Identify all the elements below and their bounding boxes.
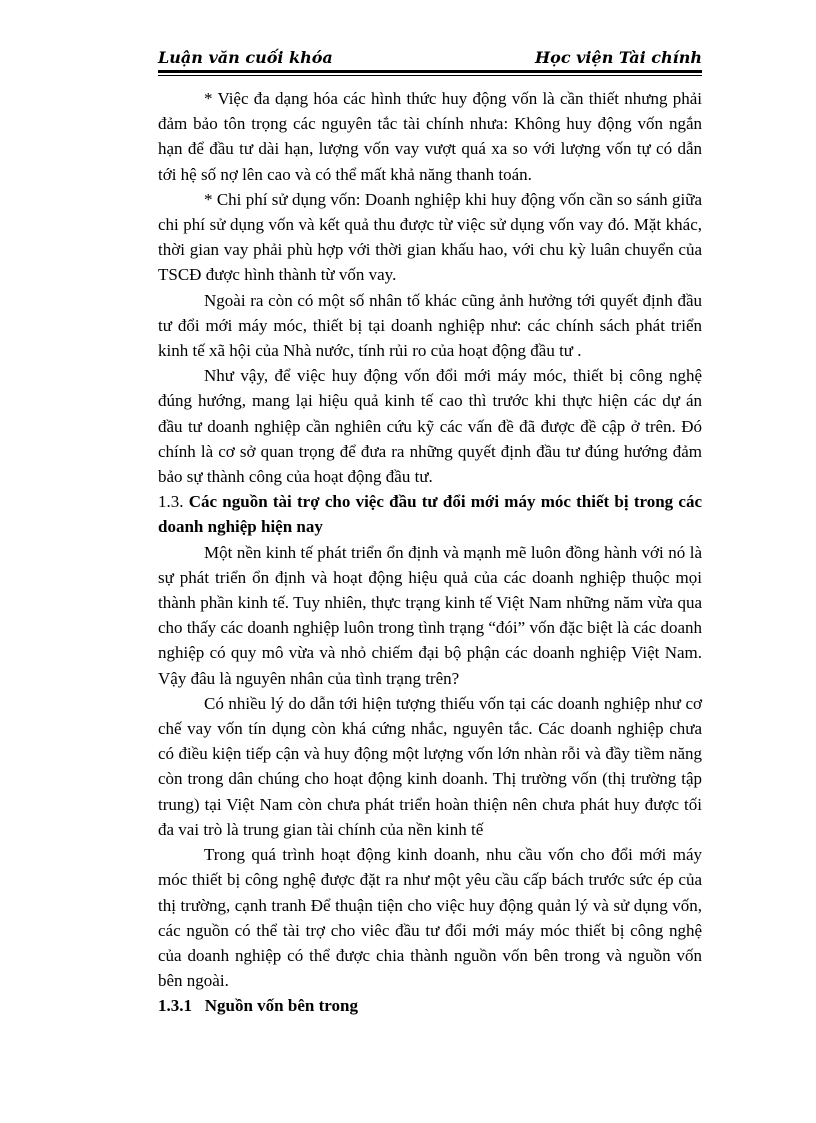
paragraph: Trong quá trình hoạt động kinh doanh, nhu cầu vốn cho đổi mới máy móc thiết bị công nghệ được đặt ra như một yêu cầu cấp bách trước sức ép của thị trường, cạnh tranh Để thuận tiện cho việc huy động quản lý và sử dụng vốn, các nguồn có thể tài trợ cho viêc đầu tư đổi mới máy móc thiết bị công nghệ của doanh nghiệp có thể được chia thành nguồn vốn bên trong và nguồn vốn bên ngoài. <box>158 845 702 991</box>
running-header <box>158 40 702 74</box>
paragraph: Ngoài ra còn có một số nhân tố khác cũng ảnh hưởng tới quyết định đầu tư đổi mới máy móc, thiết bị tại doanh nghiệp như: các chính sách phát triển kinh tế xã hội của Nhà nước, tính rủi ro của hoạt động đầu tư . <box>158 290 702 361</box>
section-title: Các nguồn tài trợ cho việc đầu tư đổi mới máy móc thiết bị trong các doanh nghiệp hiện nay <box>158 492 702 537</box>
paragraph: Có nhiều lý do dẫn tới hiện tượng thiếu vốn tại các doanh nghiệp như cơ chế vay vốn tín dụng còn khá cứng nhắc, nguyên tắc. Các doanh nghiệp chưa có điều kiện tiếp cận và huy động một lượng vốn lớn nhàn rỗi và đầy tiềm năng còn trong dân chúng cho hoạt động kinh doanh. Thị trường vốn (thị trường tập trung) tại Việt Nam còn chưa phát triển hoàn thiện nên chưa phát huy được tối đa vai trò là trung gian tài chính của nền kinh tế <box>158 693 702 839</box>
section-number: 1.3. <box>158 492 184 512</box>
header-right-title: Học viện Tài chính <box>535 48 702 67</box>
header-left-title: Luận văn cuối khóa <box>158 48 333 67</box>
section-heading-1-3-1 <box>158 993 702 1018</box>
header-rule-thin <box>158 75 702 76</box>
paragraph: Như vậy, để việc huy động vốn đổi mới máy móc, thiết bị công nghệ đúng hướng, mang lại hiệu quả kinh tế cao thì trước khi thực hiện các dự án đầu tư doanh nghiệp cần nghiên cứu kỹ các vấn đề đã được đề cập ở trên. Đó chính là cơ sở quan trọng để đưa ra những quyết định đầu tư đúng hướng đảm bảo sự thành công của hoạt động đầu tư. <box>158 366 702 487</box>
paragraph: Một nền kinh tế phát triển ổn định và mạnh mẽ luôn đồng hành với nó là sự phát triển ổn định và hoạt động hiệu quả của các doanh nghiệp thuộc mọi thành phần kinh tế. Tuy nhiên, thực trạng kinh tế Việt Nam những năm vừa qua cho thấy các doanh nghiệp luôn trong tình trạng “đói” vốn đặc biệt là các doanh nghiệp có quy mô vừa và nhỏ chiếm đại bộ phận các doanh nghiệp Việt Nam. Vậy đâu là nguyên nhân của tình trạng trên? <box>158 542 702 688</box>
section-heading-1-3 <box>158 489 702 539</box>
subsection-number: 1.3.1 <box>158 996 192 1016</box>
subsection-title: Nguồn vốn bên trong <box>204 996 358 1016</box>
paragraph: * Chi phí sử dụng vốn: Doanh nghiệp khi huy động vốn cần so sánh giữa chi phí sử dụng vốn và kết quả thu được từ việc sử dụng vốn vay đó. Mặt khác, thời gian vay phải phù hợp với thời gian khấu hao, với chu kỳ luân chuyển của TSCĐ được hình thành từ vốn vay. <box>158 189 702 285</box>
paragraph: * Việc đa dạng hóa các hình thức huy động vốn là cần thiết nhưng phải đảm bảo tôn trọng các nguyên tắc tài chính nhưa: Không huy động vốn ngắn hạn để đầu tư dài hạn, lượng vốn vay vượt quá xa so với lượng vốn tự có dẫn tới hệ số nợ lên cao và có thể mất khả năng thanh toán. <box>158 89 702 184</box>
header-rule-thick <box>158 70 702 73</box>
body-text <box>158 86 702 1019</box>
